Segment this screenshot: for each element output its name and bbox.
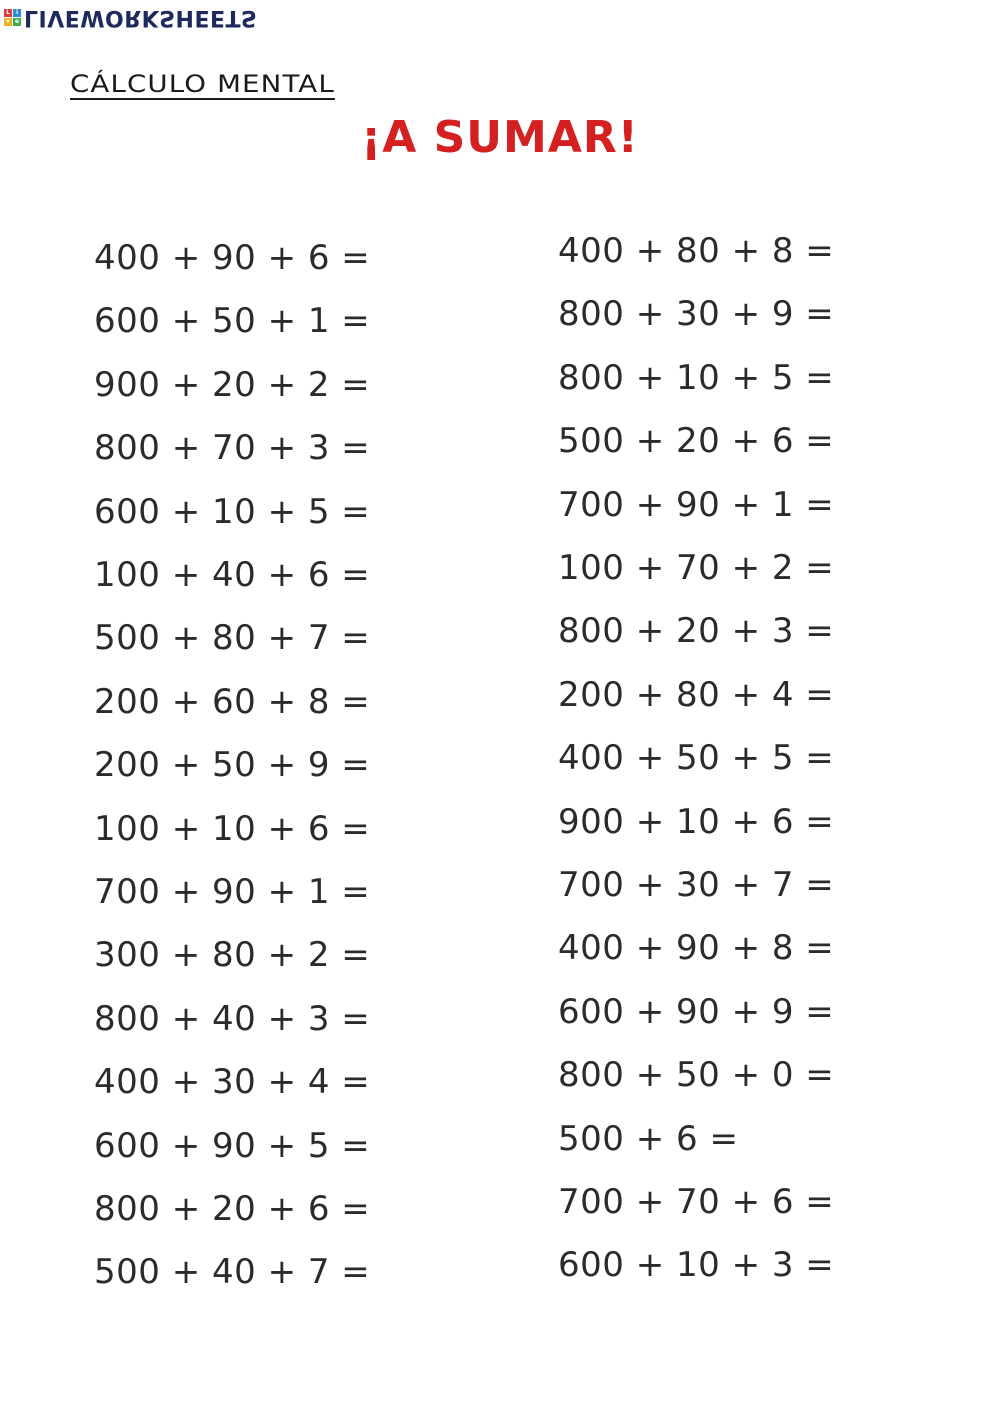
logo-block: v xyxy=(4,18,12,26)
exercise-row: 200 + 60 + 8 = xyxy=(94,681,371,722)
exercise-row: 500 + 40 + 7 = xyxy=(94,1252,371,1293)
logo-block: i xyxy=(13,9,21,17)
exercise-row: 600 + 10 + 3 = xyxy=(558,1245,835,1286)
exercise-row: 500 + 6 = xyxy=(558,1118,739,1159)
exercise-row: 800 + 20 + 3 = xyxy=(558,611,835,652)
exercise-row: 700 + 90 + 1 = xyxy=(558,484,835,525)
exercise-row: 700 + 70 + 6 = xyxy=(558,1182,835,1222)
exercise-row: 500 + 20 + 6 = xyxy=(558,421,835,462)
exercise-row: 600 + 90 + 9 = xyxy=(558,991,835,1032)
liveworksheets-logo xyxy=(4,2,257,32)
exercise-row: 800 + 40 + 3 = xyxy=(94,998,371,1039)
exercise-row: 800 + 10 + 5 = xyxy=(558,357,835,398)
exercise-row: 400 + 50 + 5 = xyxy=(558,738,835,779)
exercise-row: 800 + 20 + 6 = xyxy=(94,1189,371,1229)
exercise-row: 300 + 80 + 2 = xyxy=(94,935,371,976)
exercise-row: 100 + 10 + 6 = xyxy=(94,808,371,849)
exercise-row: 100 + 40 + 6 = xyxy=(94,555,371,595)
exercise-row: 600 + 90 + 5 = xyxy=(94,1125,371,1166)
exercise-row: 800 + 70 + 3 = xyxy=(94,428,371,469)
exercise-row: 600 + 50 + 1 = xyxy=(94,301,371,342)
worksheet-subtitle: CÁLCULO MENTAL xyxy=(70,70,335,98)
logo-text: LIVEWORKSHEETS xyxy=(24,4,258,30)
logo-blocks-icon xyxy=(4,9,21,26)
exercise-row: 900 + 20 + 2 = xyxy=(94,364,371,405)
exercise-row: 800 + 30 + 9 = xyxy=(558,294,835,335)
exercise-row: 400 + 90 + 8 = xyxy=(558,928,835,969)
exercise-row: 200 + 50 + 9 = xyxy=(94,745,371,786)
exercise-row: 400 + 90 + 6 = xyxy=(94,238,371,278)
exercise-row: 200 + 80 + 4 = xyxy=(558,674,835,715)
exercise-row: 100 + 70 + 2 = xyxy=(558,548,835,588)
exercise-row: 500 + 80 + 7 = xyxy=(94,618,371,659)
exercise-row: 600 + 10 + 5 = xyxy=(94,491,371,532)
exercise-row: 700 + 90 + 1 = xyxy=(94,872,371,912)
worksheet-title: ¡A SUMAR! xyxy=(361,112,639,163)
logo-block: e xyxy=(14,17,20,25)
logo-block: L xyxy=(4,9,12,17)
exercise-row: 400 + 80 + 8 = xyxy=(558,231,835,271)
exercise-row: 700 + 30 + 7 = xyxy=(558,865,835,905)
exercise-row: 800 + 50 + 0 = xyxy=(558,1055,835,1096)
exercise-row: 900 + 10 + 6 = xyxy=(558,801,835,842)
exercise-row: 400 + 30 + 4 = xyxy=(94,1062,371,1103)
